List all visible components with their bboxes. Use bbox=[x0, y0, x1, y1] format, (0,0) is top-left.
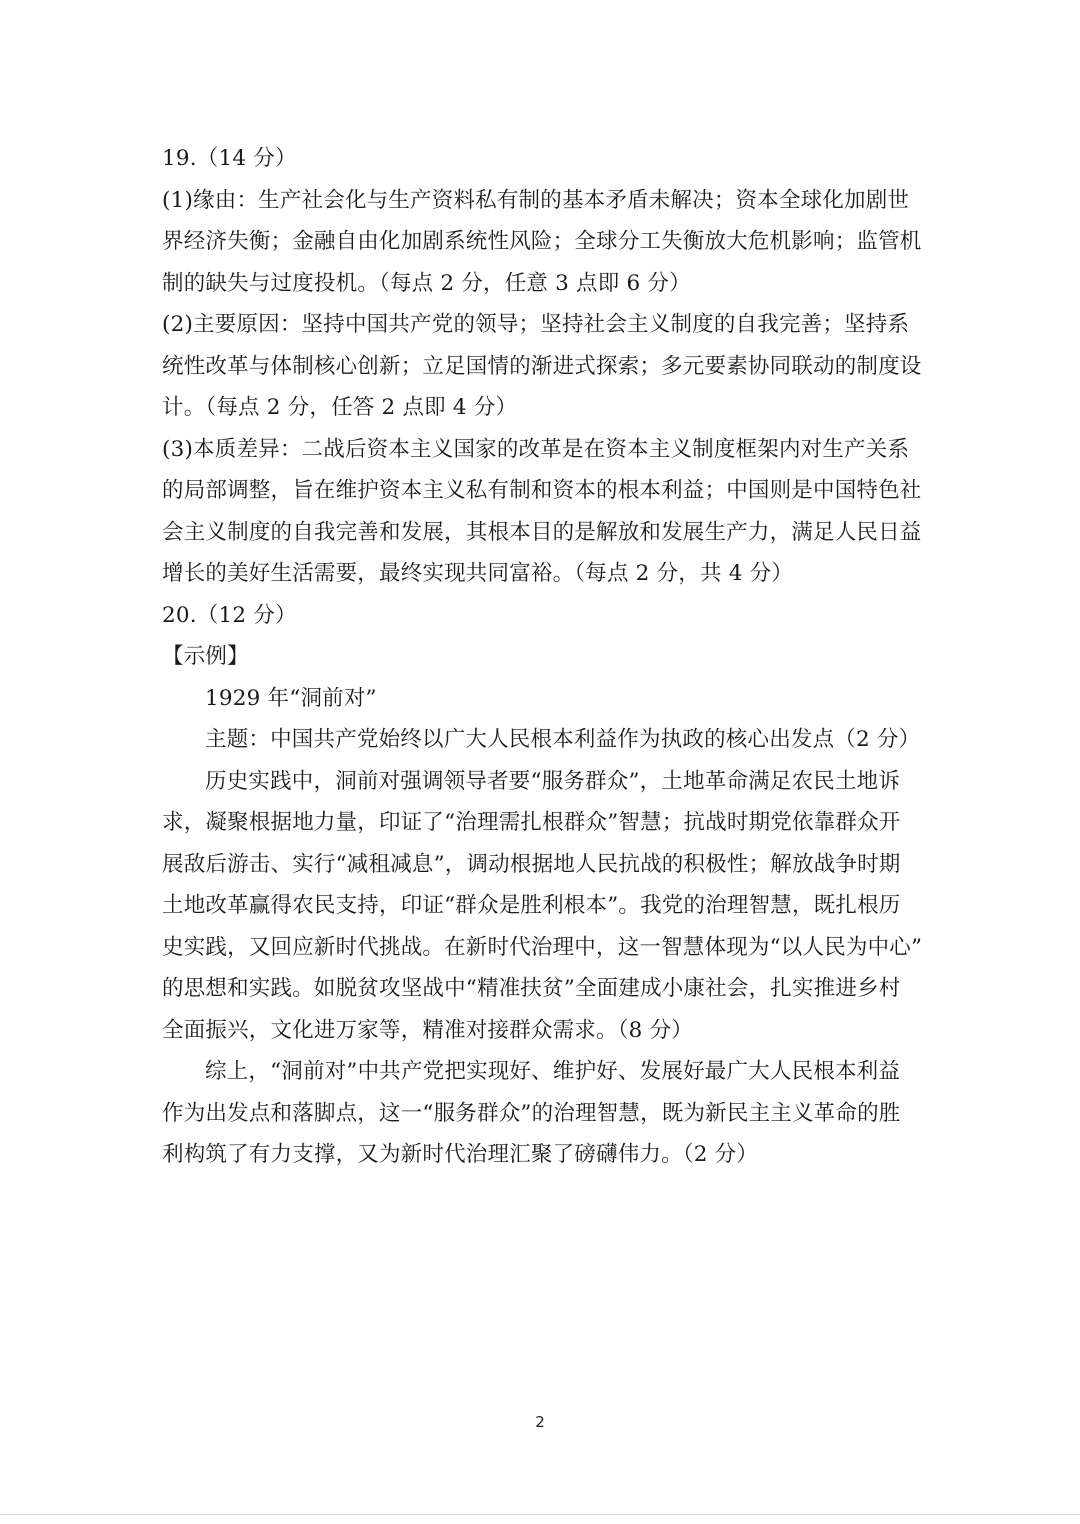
page-bottom-edge bbox=[0, 1514, 1080, 1515]
q19-part1-line: 制的缺失与过度投机。（每点 2 分，任意 3 点即 6 分） bbox=[162, 270, 691, 296]
essay-conclusion-line: 作为出发点和落脚点，这一“服务群众”的治理智慧，既为新民主主义革命的胜 bbox=[162, 1100, 901, 1126]
q19-part2-line: 计。（每点 2 分，任答 2 点即 4 分） bbox=[162, 395, 518, 420]
answer-content bbox=[162, 138, 922, 1176]
q19-part1-line: 界经济失衡；金融自由化加剧系统性风险；全球分工失衡放大危机影响；监管机 bbox=[162, 229, 922, 254]
q19-part1-line: (1)缘由：生产社会化与生产资料私有制的基本矛盾未解决；资本全球化加剧世 bbox=[162, 187, 910, 213]
essay-body-line: 全面振兴，文化进万家等，精准对接群众需求。（8 分） bbox=[162, 1017, 693, 1043]
q19-part2-line: 统性改革与体制核心创新；立足国情的渐进式探索；多元要素协同联动的制度设 bbox=[162, 353, 922, 379]
essay-conclusion-line: 利构筑了有力支撑，又为新时代治理汇聚了磅礴伟力。（2 分） bbox=[162, 1142, 759, 1167]
essay-body-line: 史实践，又回应新时代挑战。在新时代治理中，这一智慧体现为“以人民为中心” bbox=[162, 934, 923, 960]
essay-conclusion-line: 综上，“洞前对”中共产党把实现好、维护好、发展好最广大人民根本利益 bbox=[205, 1059, 901, 1084]
q19-part2-line: (2)主要原因：坚持中国共产党的领导；坚持社会主义制度的自我完善；坚持系 bbox=[162, 312, 910, 337]
q19-part3-line: 增长的美好生活需要，最终实现共同富裕。（每点 2 分，共 4 分） bbox=[162, 561, 794, 586]
q19-heading: 19.（14 分） bbox=[162, 146, 297, 171]
q19-part3-line: (3)本质差异：二战后资本主义国家的改革是在资本主义制度框架内对生产关系 bbox=[162, 436, 910, 462]
essay-theme: 主题：中国共产党始终以广大人民根本利益作为执政的核心出发点（2 分） bbox=[205, 727, 921, 752]
essay-body-line: 展敌后游击、实行“减租减息”，调动根据地人民抗战的积极性；解放战争时期 bbox=[162, 851, 901, 877]
example-label: 【示例】 bbox=[162, 644, 249, 669]
essay-body-line: 的思想和实践。如脱贫攻坚战中“精准扶贫”全面建成小康社会，扎实推进乡村 bbox=[162, 976, 901, 1001]
essay-title: 1929 年“洞前对” bbox=[205, 685, 377, 711]
essay-body-line: 求，凝聚根据地力量，印证了“治理需扎根群众”智慧；抗战时期党依靠群众开 bbox=[162, 810, 901, 835]
q19-part3-line: 的局部调整，旨在维护资本主义私有制和资本的根本利益；中国则是中国特色社 bbox=[162, 478, 922, 503]
essay-body-line: 历史实践中，洞前对强调领导者要“服务群众”，土地革命满足农民土地诉 bbox=[205, 768, 901, 794]
essay-body-line: 土地改革赢得农民支持，印证“群众是胜利根本”。我党的治理智慧，既扎根历 bbox=[162, 893, 901, 918]
page-number: 2 bbox=[535, 1413, 545, 1431]
q19-part3-line: 会主义制度的自我完善和发展，其根本目的是解放和发展生产力，满足人民日益 bbox=[162, 519, 922, 545]
q20-heading: 20.（12 分） bbox=[162, 602, 297, 628]
